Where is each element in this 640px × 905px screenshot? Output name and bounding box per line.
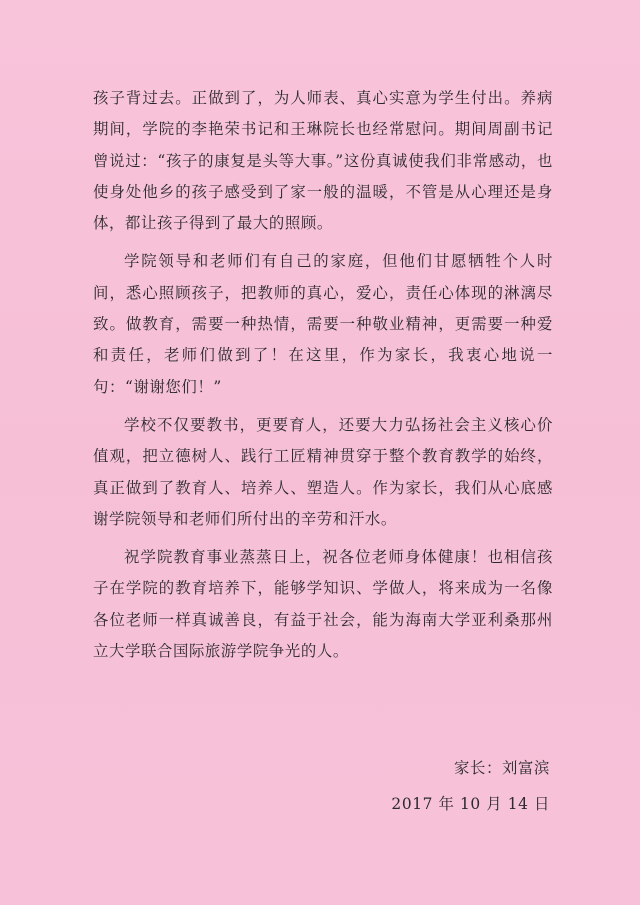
signature: 家长：刘富滨 <box>454 759 550 777</box>
paragraph-3: 学校不仅要教书，更要育人，还要大力弘扬社会主义核心价值观，把立德树人、践行工匠精神贯穿于整个教育教学的始终，真正做到了教育人、培养人、塑造人。作为家长，我们从心底感谢学院领导和老师们所付出的辛劳和汗水。 <box>93 415 553 528</box>
paragraph-2: 学院领导和老师们有自己的家庭，但他们甘愿牺牲个人时间，悉心照顾孩子，把教师的真心，爱心，责任心体现的淋漓尽致。做教育，需要一种热情，需要一种敬业精神，更需要一种爱和责任，老师们做到了！在这里，作为家长，我衷心地说一句：“谢谢您们！” <box>93 252 553 396</box>
letter-body <box>93 83 553 667</box>
paragraph-4: 祝学院教育事业蒸蒸日上，祝各位老师身体健康！也相信孩子在学院的教育培养下，能够学知识、学做人，将来成为一名像各位老师一样真诚善良，有益于社会，能为海南大学亚利桑那州立大学联合国际旅游学院争光的人。 <box>93 548 553 661</box>
paragraph-1: 孩子背过去。正做到了，为人师表、真心实意为学生付出。养病期间，学院的李艳荣书记和王琳院长也经常慰问。期间周副书记曾说过：“孩子的康复是头等大事。”这份真诚使我们非常感动，也使身处他乡的孩子感受到了家一般的温暖，不管是从心理还是身体，都让孩子得到了最大的照顾。 <box>93 89 553 233</box>
letter-date: 2017 年 10 月 14 日 <box>391 795 550 813</box>
